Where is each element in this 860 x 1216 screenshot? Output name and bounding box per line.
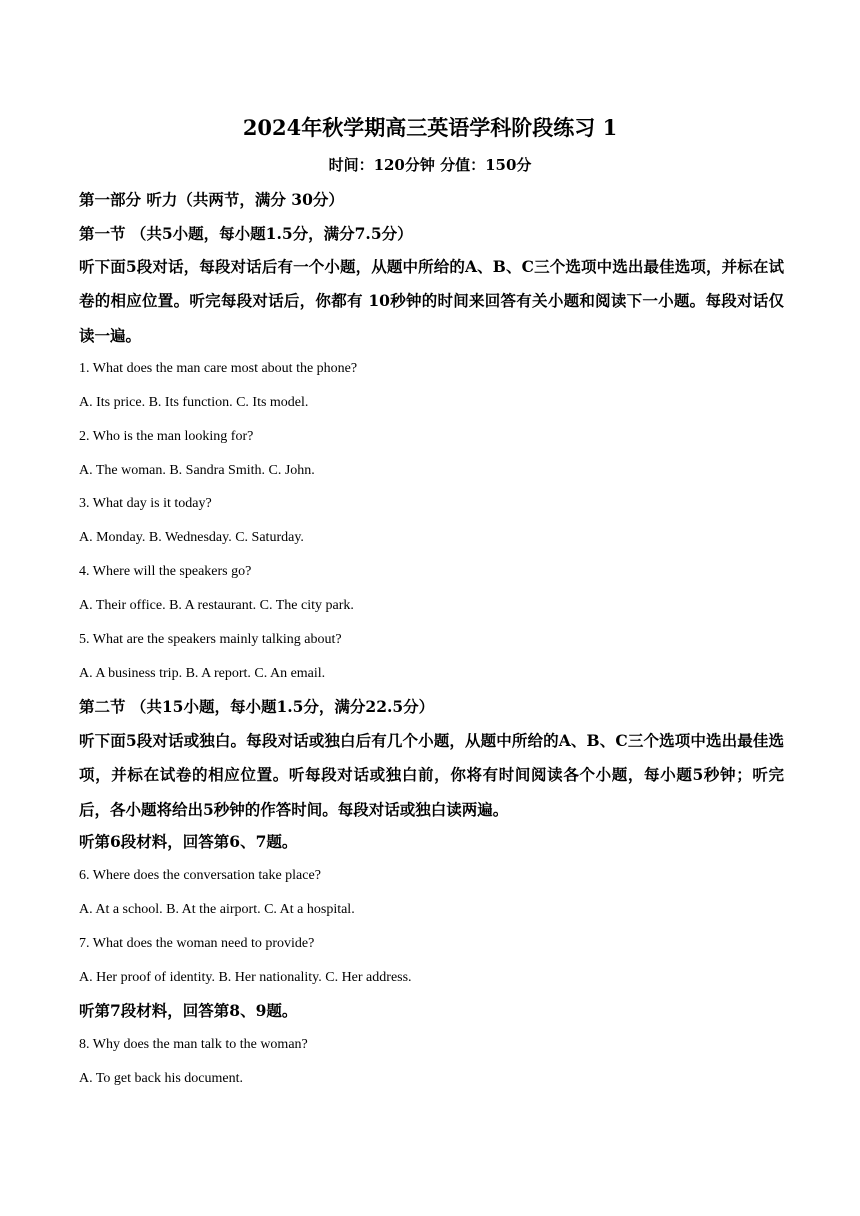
- section-one-heading: 第一节 （共5小题，每小题1.5分，满分7.5分）: [79, 224, 413, 243]
- question-5-options: A. A business trip. B. A report. C. An email.: [79, 666, 326, 681]
- part-one-heading: 第一部分 听力（共两节，满分 30分）: [79, 190, 344, 209]
- section-one-instructions: 听下面5段对话，每段对话后有一个小题，从题中所给的A、B、C三个选项中选出最佳选项，并标在试卷的相应位置。听完每段对话后，你都有 10秒钟的时间来回答有关小题和阅读下一小题。每段对话仅读一遍。: [79, 257, 784, 345]
- question-4-options: A. Their office. B. A restaurant. C. The city park.: [79, 598, 354, 613]
- section-two-heading: 第二节 （共15小题，每小题1.5分，满分22.5分）: [79, 697, 435, 716]
- question-3-options: A. Monday. B. Wednesday. C. Saturday.: [79, 530, 304, 545]
- question-6-options: A. At a school. B. At the airport. C. At a hospital.: [79, 902, 355, 917]
- group-6-instruction: 听第6段材料，回答第6、7题。: [79, 832, 298, 851]
- question-7-options: A. Her proof of identity. B. Her nationality. C. Her address.: [79, 970, 412, 985]
- question-2-options: A. The woman. B. Sandra Smith. C. John.: [79, 463, 315, 478]
- question-6: 6. Where does the conversation take place?: [79, 868, 321, 883]
- question-1-options: A. Its price. B. Its function. C. Its model.: [79, 395, 309, 410]
- question-8: 8. Why does the man talk to the woman?: [79, 1037, 308, 1052]
- section-two-instructions: 听下面5段对话或独白。每段对话或独白后有几个小题，从题中所给的A、B、C三个选项中选出最佳选项，并标在试卷的相应位置。听每段对话或独白前，你将有时间阅读各个小题，每小题5秒钟；听完后，各小题将给出5秒钟的作答时间。每段对话或独白读两遍。: [79, 731, 784, 819]
- question-1: 1. What does the man care most about the phone?: [79, 361, 358, 376]
- question-8-options: A. To get back his document.: [79, 1071, 244, 1086]
- question-7: 7. What does the woman need to provide?: [79, 936, 315, 951]
- question-2: 2. Who is the man looking for?: [79, 429, 254, 444]
- question-5: 5. What are the speakers mainly talking about?: [79, 632, 342, 647]
- question-4: 4. Where will the speakers go?: [79, 564, 252, 579]
- group-7-instruction: 听第7段材料，回答第8、9题。: [79, 1001, 298, 1020]
- page-title: 2024年秋学期高三英语学科阶段练习 1: [242, 115, 618, 140]
- question-3: 3. What day is it today?: [79, 496, 212, 511]
- exam-time-score: 时间：120分钟 分值：150分: [328, 156, 532, 174]
